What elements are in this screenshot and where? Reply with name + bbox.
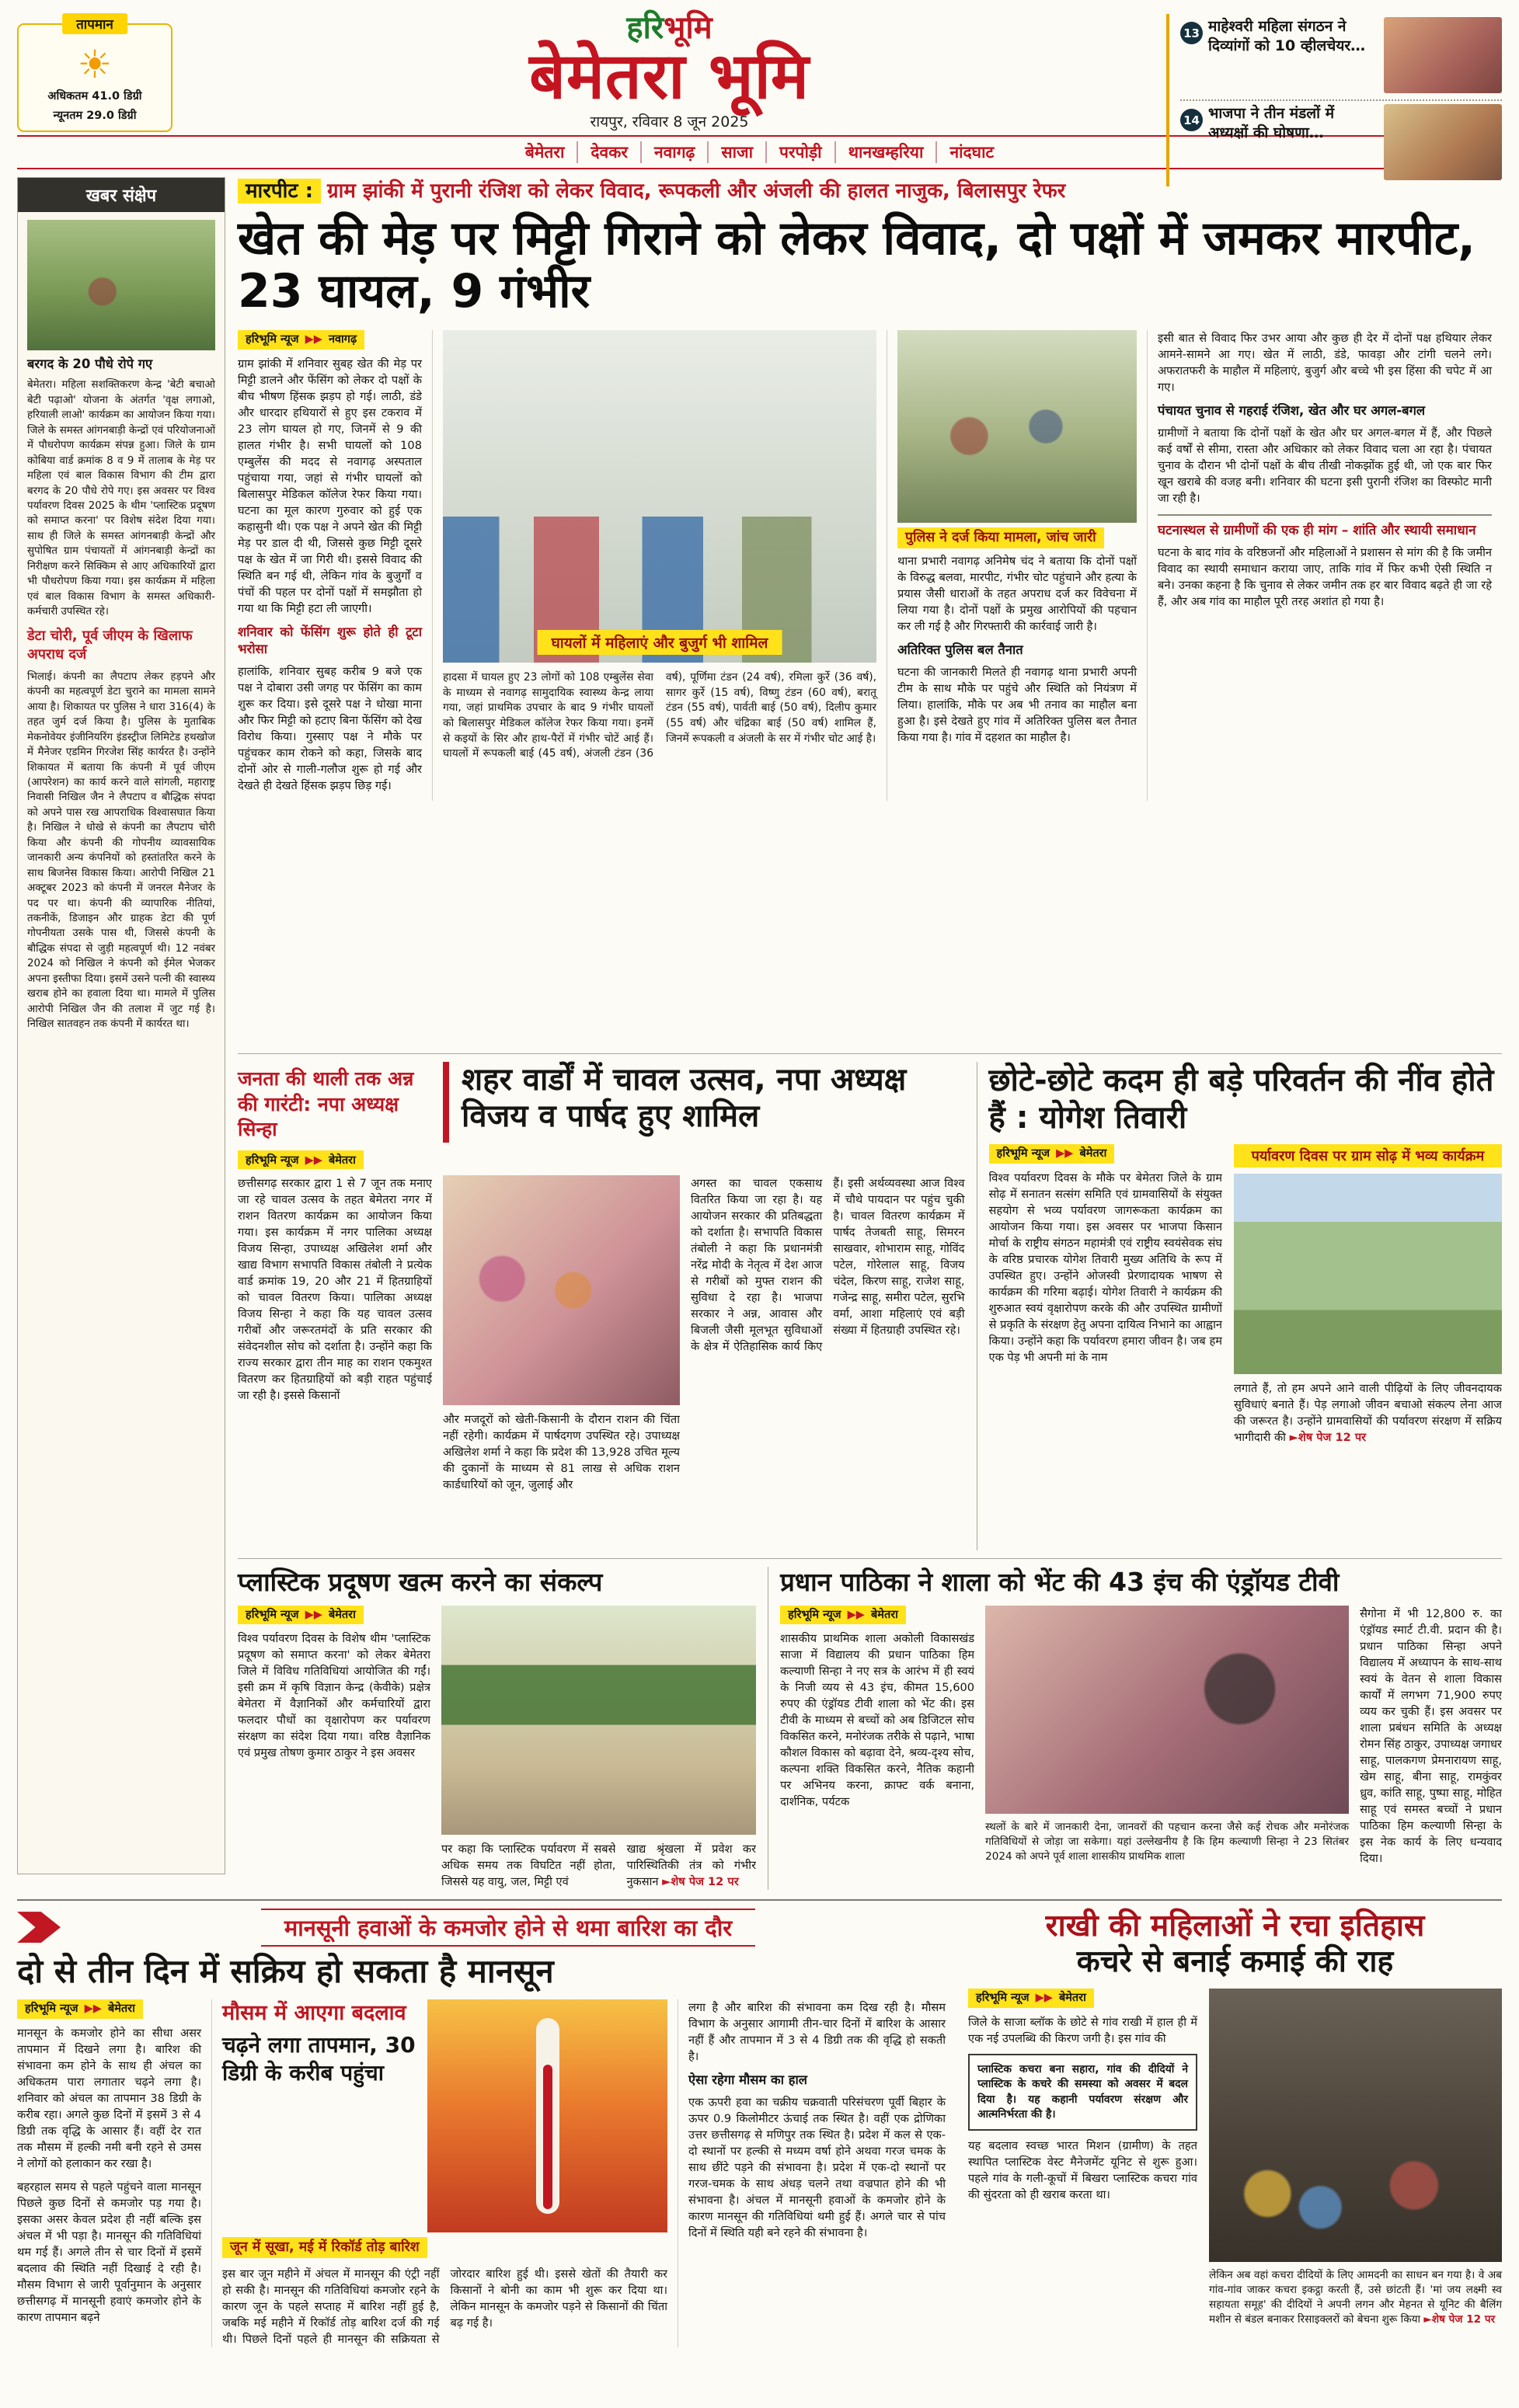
lead-photo-column [432,330,887,800]
brand-left: हरि [626,10,664,46]
byline-place: बेमेतरा [328,1154,356,1167]
lead-columns [238,330,1502,800]
rice-leadin: जनता की थाली तक अन्न की गारंटी: नपा अध्यक्ष सिन्हा [238,1067,414,1140]
byline-place: बेमेतरा [1079,1147,1107,1160]
ribbon-arrow-icon [17,1912,61,1943]
injured-list-note: हादसा में घायल हुए 23 लोगों को 108 एम्बुलेंस सेवा के माध्यम से नवागढ़ सामुदायिक स्वास्थ्य केन्द्र लाया गया, जहां प्राथमिक उपचार के बाद 9 गंभीर घायलों को बिलासपुर मेडिकल कॉलेज रेफर किया गया। इनमें से कइयों के सिर और हाथ-पैरों में गंभीर चोटें आई हैं। घायलों में रूपकली बाई (45 वर्ष), अंजली टंडन (36 वर्ष), पूर्णिमा टंडन (24 वर्ष), रमिला कुर्रे (36 वर्ष), सागर कुर्रे (15 वर्ष), विष्णु टंडन (60 वर्ष), बरातू टंडन (55 वर्ष), पार्वती बाई (50 वर्ष), दिलीप कुमार (55 वर्ष) और चंद्रिका बाई (50 वर्ष) शामिल हैं, जिनमें रूपकली व अंजली के सर में गंभीर चोट आई है। [443,671,876,760]
row-2 [238,1053,1502,1550]
brief-text: माहेश्वरी महिला संगठन ने दिव्यांगों को 10 व्हीलचेयर… [1208,18,1366,54]
weather-columns [17,1999,956,2347]
byline-place: बेमेतरा [328,1608,356,1621]
lead-kicker-text: ग्राम झांकी में पुरानी रंजिश को लेकर विवाद, रूपकली और अंजली की हालत नाजुक, बिलासपुर रेफर [326,179,1066,203]
rice-column-2: और मजदूरों को खेती-किसानी के दौरान राशन की चिंता नहीं रहेगी। कार्यक्रम में पार्षदगण उपस्थित रहे। उपाध्यक्ष अखिलेश शर्मा ने कहा कि प्रदेश की 13,928 उचित मूल्य की दुकानों के माध्यम से 81 लाख से अधिक राशन कार्डधारियों को जून, जुलाई और [443,1412,680,1491]
lead-column-1 [238,330,432,800]
police-case-photo [897,330,1137,523]
tv-columns [780,1606,1502,1867]
rakhi-highlight-box: प्लास्टिक कचरा बना सहारा, गांव की दीदियों ने प्लास्टिक के कचरे की समस्या को अवसर में बदल दिया है। यह कहानी पर्यावरण संरक्षण और आत्मनिर्भरता की है। [968,2054,1197,2131]
android-tv-story [768,1567,1502,1890]
plastic-column-3 [626,1841,756,1890]
weather-ribbon [17,1909,956,1947]
weather-box-heads [222,1999,416,2232]
plastic-photo-column [441,1606,756,1890]
body-text: एक ऊपरी हवा का चक्रीय चक्रवाती परिसंचरण पूर्वी बिहार के ऊपर 0.9 किलोमीटर ऊंचाई तक स्थित है। वहीं एक द्रोणिका उत्तर छत्तीसगढ़ से मणिपुर तक स्थित है। प्रदेश में कल से एक-दो स्थानों पर हल्की से मध्यम वर्षा होने अथवा गरज चमक के साथ छींटे पड़ने की संभावना है। प्रदेश में एक-दो स्थानों पर गरज-चमक के साथ अंधड़ चलने तथा वज्रपात होने की भी संभावना है। अंचल में मानसूनी हवाओं के कमजोर होने के कारण मानसून की गतिविधियां थमी हुई हैं। अगले चार से पांच दिनों में स्थिति यही बने रहने की संभावना है। [688,2095,946,2239]
plantation-pledge-photo [441,1606,756,1835]
brand-right: भूमि [664,10,712,46]
body-text: ग्राम झांकी में शनिवार सुबह खेत की मेड़ पर मिट्टी डालने और फेंसिंग को लेकर दो पक्षों के बीच भीषण हिंसक झड़प हो गई। लाठी, डंडे और धारदार हथियारों से हुए इस टकराव में 23 लोग घायल हो गए, जिनमें से 9 की हालत गंभीर है। सभी घायलों को 108 एम्बुलेंस की मदद से नवागढ़ अस्पताल पहुंचाया गया, जहां से गंभीर घायलों को बिलासपुर मेडिकल कॉलेज रेफर किया गया। घटना का मूल कारण गुरुवार को हुई एक कहासुनी थी। एक पक्ष ने अपने खेत की मिट्टी मेड़ पर डाल दी थी, जिससे कुछ मिट्टी दूसरे पक्ष के खेत में जा गिरी थी। इससे विवाद की स्थिति बन गई थी, लेकिन गांव के बुजुर्गों व पंचों की पहल पर दोनों पक्षों में समझौता हो गया था कि मिट्टी हटा ली जाएगी। [238,357,422,616]
dateline: रायपुर, रविवार 8 जून 2025 [590,113,749,131]
brief-number-badge: 13 [1180,22,1203,44]
weather-subhead-highlight: जून में सूखा, मई में रिकॉर्ड तोड़ बारिश [222,2237,427,2258]
sidebar-paragraph: बेमेतरा। महिला सशक्तिकरण केन्द्र 'बेटी बचाओ बेटी पढ़ाओ' योजना के अंतर्गत 'वृक्ष लगाओ, हरियाली लाओ' कार्यक्रम का आयोजन किया गया। जिले के समस्त आंगनबाड़ी केन्द्रों एवं परियोजनाओं में पौधरोपण कार्यक्रम संपन्न हुआ। जिले के ग्राम कोबिया वार्ड क्रमांक 8 व 9 में तालाब के मेड़ पर महिला एवं बाल विकास विभाग की टीम द्वारा बरगद के 20 पौधे रोपे गए। इस अवसर पर विश्व पर्यावरण दिवस 2025 के थीम 'प्लास्टिक प्रदूषण को समाप्त करना' पर विशेष संदेश दिया गया। साथ ही जिले के समस्त आंगनबाड़ी केन्द्रों और सुपोषित ग्राम पंचायतों में आंगनबाड़ी केन्द्रों का निरीक्षण करने सिक्किम से आए अधिकारियों द्वारा भी पौधरोपण किया गया। इस कार्यक्रम में महिला एवं बाल विकास विभाग के समस्त अधिकारी-कर्मचारी उपस्थित रहे। [27,379,215,618]
body-text: लेकिन अब वहां कचरा दीदियों के लिए आमदनी का साधन बन गया है। वे अब गांव-गांव जाकर कचरा इकट्ठा करती हैं, उसे छांटती हैं। 'मां जय लक्ष्मी स्व सहायता समूह' की दीदियों ने अपनी लगन और मेहनत से यूनिट की बैलिंग मशीन से बंडल बनाकर रिसाइक्लरों को बेचना शुरू किया [1209,2269,1502,2326]
rice-festival-story [238,1062,965,1550]
city-label: देवकर [578,141,642,163]
plantation-photo [27,220,215,350]
byline-place: नवागढ़ [328,333,357,346]
byline-place: बेमेतरा [107,2002,135,2015]
sidebar-photo-caption: बरगद के 20 पौधे रोपे गए [27,357,153,371]
city-label: बेमेतरा [513,141,579,163]
column-subhead: पंचायत चुनाव से गहराई रंजिश, खेत और घर अगल-बगल [1158,403,1426,419]
byline-arrows-icon: ▶▶ [1035,1992,1053,2005]
byline-arrows-icon: ▶▶ [305,1608,322,1621]
temperature-min: न्यूनतम 29.0 डिग्री [53,110,137,122]
body-text: बहरहाल समय से पहले पहुंचने वाला मानसून पिछले कुछ दिनों से कमजोर पड़ गया है। इसका असर केवल प्रदेश ही नहीं बल्कि इस अंचल में भी पड़ा है। मानसून की गतिविधियां थम गई हैं। अगले तीन से चार दिनों में इसमें बदलाव की स्थिति नहीं दिखाई दे रही है। मौसम विभाग से जारी पूर्वानुमान के अनुसार छत्तीसगढ़ में मानसूनी हवाएं कमजोर होने के कारण तापमान बढ़ने [17,2180,201,2324]
continued-on-page-link: ►शेष पेज 12 पर [1289,1431,1367,1444]
news-briefs-sidebar [17,177,225,1874]
byline-arrows-icon: ▶▶ [84,2002,102,2015]
rice-header [238,1062,965,1143]
weather-box-black-head: चढ़ने लगा तापमान, 30 डिग्री के करीब पहुंचा [222,2031,416,2086]
plastic-continuation [441,1841,756,1890]
monsoon-story [17,1909,956,2389]
city-label: नवागढ़ [642,141,709,163]
body-text: मानसून के कमजोर होने का सीधा असर तापमान में दिखने लगा है। बारिश की संभावना कम होने के साथ ही अंचल का अधिकतम पारा लगातार चढ़ने लगा है। शनिवार को अंचल का तापमान 38 डिग्री के करीब रहा। अगले कुछ दिनों में इसमें 3 से 4 डिग्री तक वृद्धि के आसार हैं। वहीं देर रात तक मौसम में हल्की नमी बनी रहने से उमस ने लोगों को हलाकान कर रखा है। [17,2026,201,2170]
top-briefs [1166,14,1502,186]
rice-distribution-photo [443,1175,680,1405]
column-subhead: ऐसा रहेगा मौसम का हाल [688,2072,807,2087]
sidebar-title: खबर संक्षेप [18,178,225,212]
brief-photo-bjp [1384,104,1502,180]
body-text: खाद्य श्रृंखला में प्रवेश कर पारिस्थितिकी तंत्र को गंभीर नुकसान [626,1842,757,1888]
plastic-column-2: पर कहा कि प्लास्टिक पर्यावरण में सबसे अधिक समय तक विघटित नहीं होता, जिससे यह वायु, जल, मिट्टी एवं [441,1842,616,1888]
byline-arrows-icon: ▶▶ [305,333,322,346]
rakhi-headline-red: राखी की महिलाओं ने रचा इतिहास [1045,1908,1425,1943]
rice-columns [238,1175,965,1493]
body-text: लगा है और बारिश की संभावना कम दिख रही है। मौसम विभाग के अनुसार आगामी तीन-चार दिनों में बारिश के आसार नहीं हैं और तापमान में 3 से 4 डिग्री तक की वृद्धि हो सकती है। [688,2000,946,2063]
temperature-max: अधिकतम 41.0 डिग्री [47,90,142,103]
city-label: नांदघाट [949,143,995,162]
brand-logo [188,10,1151,46]
plastic-headline: प्लास्टिक प्रदूषण खत्म करने का संकल्प [238,1567,603,1597]
bottom-band [17,1899,1502,2389]
byline-arrows-icon: ▶▶ [1056,1147,1074,1160]
lead-kicker-tag: मारपीट : [238,179,321,204]
waste-unit-photo [1209,1989,1502,2262]
masthead [17,10,1502,141]
byline [238,1150,364,1169]
lead-substory [1158,514,1492,610]
byline-arrows-icon: ▶▶ [305,1154,322,1167]
city-label: परपोड़ी [767,141,836,163]
continued-on-page-link: ►शेष पेज 12 पर [662,1874,739,1888]
brief-item [1180,99,1502,186]
body-text: यह बदलाव स्वच्छ भारत मिशन (ग्रामीण) के तहत स्थापित प्लास्टिक वेस्ट मैनेजमेंट यूनिट से शुरू हुआ। पहले गांव के गली-कूचों में बिखरा प्लास्टिक कचरा गांव की सुंदरता को ही खराब करता था। [968,2139,1197,2202]
city-label: थानखम्हरिया [836,141,938,163]
lead-column-3 [1147,330,1502,800]
byline-place: बेमेतरा [871,1608,898,1621]
tiwari-headline: छोटे-छोटे कदम ही बड़े परिवर्तन की नींव होते हैं : योगेश तिवारी [988,1063,1494,1136]
byline-place: बेमेतरा [1058,1992,1086,2005]
tiwari-story [977,1062,1502,1550]
body-text: हालांकि, शनिवार सुबह करीब 9 बजे एक पक्ष ने दोबारा उसी जगह पर फेंसिंग का काम शुरू कर दिया। इसे दूसरे पक्ष ने धोखा माना और फिर मिट्टी को हटाए बिना फेंसिंग को देख विरोध किया। गुस्साए पक्ष ने मौके पर पहुंचकर काम रोकने को कहा, जिसके बाद दोनों ओर से गाली-गलौज शुरू हो गई और देखते ही देखते हिंसक झड़प छिड़ गई। [238,664,422,792]
tiwari-column-2 [1234,1380,1502,1446]
body-text: जिले के साजा ब्लॉक के छोटे से गांव राखी में हाल ही में एक नई उपलब्धि की किरण जगी है। इस गांव की [968,2016,1197,2046]
substory-title: घटनास्थल से ग्रामीणों की एक ही मांग – शांति और स्थायी समाधान [1158,523,1476,539]
tiwari-column-1 [989,1144,1222,1446]
byline-arrows-icon: ▶▶ [847,1608,865,1621]
brief-number-badge: 14 [1180,109,1203,131]
sidebar-paragraph: भिलाई। कंपनी का लैपटाप लेकर हड़पने और कंपनी का महत्वपूर्ण डेटा चुराने का मामला सामने आया है। शिकायत पर पुलिस ने धारा 316(4) के तहत जुर्म दर्ज किया है। पुलिस के मुताबिक मेकनोवेयर इंजीनियरिंग इंडस्ट्रीज लिमिटेड हथखोज में मैनेजर एडमिन गिरजेश सिंह कार्यरत है। उन्होंने शिकायत में बताया कि कंपनी में पूर्व जीएम (आपरेशन) का कार्य करने वाले सांगली, महाराष्ट्र निवासी निखिल जैन ने लैपटाप व बौद्धिक संपदा को अपने पास रख आपराधिक विश्वासघात किया है। निखिल ने धोखे से कंपनी का लैपटाप चोरी किया और कंपनी की गोपनीय व्यावसायिक जानकारी अन्य कंपनियों को हस्तांतरित करने के साथ बिजनेस विकास किया। आरोपी निखिल 21 अक्टूबर 2023 को कंपनी में जनरल मैनेजर के पद पर था। कंपनी की व्यापारिक नीतियां, तकनीकें, डिजाइन और ग्राहक डेटा की पूर्ण गोपनीयता उसके पास थी, जिससे कंपनी के बौद्धिक संपदा से जुड़ी महत्वपूर्ण थी। 12 नवंबर 2024 को निखिल ने कंपनी को ईमेल भेजकर अपना इस्तीफा दिया। इसमें उसने पत्नी की स्वास्थ्य खराब होने का हवाला दिया था। मामले में पुलिस आरोपी निखिल जैन की तलाश में जुट गई है। निखिल सातवहन तक कंपनी में कार्यरत था। [27,670,215,1030]
temperature-title: तापमान [62,13,127,34]
lead-story [238,177,1502,1046]
body-text: घटना के बाद गांव के वरिष्ठजनों और महिलाओं ने प्रशासन से मांग की है कि जमीन विवाद का स्थायी समाधान कराया जाए, ताकि गांव में फिर कभी ऐसी स्थिति न बने। उनका कहना है कि चुनाव से लेकर जमीन तक हर बार विवाद बढ़ते ही जा रहे हैं, और अब गांव का माहौल पूरी तरह अशांत हो गया है। [1158,545,1492,608]
tv-donation-photo [985,1606,1349,1814]
rakhi-headline-black: कचरे से बनाई कमाई की राह [1076,1944,1394,1980]
content-grid [17,177,1502,2389]
rice-column-3: अगस्त का चावल एकसाथ वितरित किया जा रहा है। यह आयोजन सरकार की प्रतिबद्धता को दर्शाता है। सभापति विकास तंबोली ने कहा कि प्रधानमंत्री नरेंद्र मोदी के नेतृत्व में देश आज से गरीबों को मुफ्त राशन की सुविधा दे रहा है। भाजपा सरकार ने अन्न, आवास और बिजली जैसी मूलभूत सुविधाओं के क्षेत्र में ऐतिहासिक कार्य किए हैं। इसी अर्थव्यवस्था आज विश्व में चौथे पायदान पर पहुंच चुकी है। चावल वितरण कार्यक्रम में पार्षद तेजबती साहू, सिमरन साखवार, शोभाराम साहू, गोविंद पटेल, गोरेलाल साहू, विजय चंदेल, किरण साहू, राजेश साहू, गजेन्द्र साहू, समीरा पटेल, सुरभि वर्मा, आशा महिलाएं एवं बड़ी संख्या में हितग्राही उपस्थित रहे। [691,1176,965,1353]
temperature-box [17,17,172,132]
byline-agency: हरिभूमि न्यूज [246,1608,299,1621]
sun-icon: ☀ [77,42,113,87]
tv-headline: प्रधान पाठिका ने शाला को भेंट की 43 इंच की एंड्रॉयड टीवी [780,1567,1340,1597]
weather-box-red-head: मौसम में आएगा बदलाव [222,2000,406,2025]
tv-photo-caption: स्थलों के बारे में जानकारी देना, जानवरों की पहचान करना जैसे कई रोचक और मनोरंजक गतिविधियों से जोड़ा जा सकेगा। यहां उल्लेखनीय है कि हिम कल्याणी सिन्हा ने 23 सितंबर 2024 को अपने पूर्व शाला शासकीय प्राथमिक शाला [985,1820,1350,1863]
monsoon-headline: दो से तीन दिन में सक्रिय हो सकता है मानसून [17,1951,554,1990]
weather-column-3 [678,1999,956,2347]
column-subhead: शनिवार को फेंसिंग शुरू होते ही टूटा भरोसा [238,625,422,656]
byline [17,1999,143,2019]
byline-agency: हरिभूमि न्यूज [25,2002,78,2015]
byline-agency: हरिभूमि न्यूज [246,333,299,346]
column-subhead: अतिरिक्त पुलिस बल तैनात [897,642,1023,658]
body-text: ग्रामीणों ने बताया कि दोनों पक्षों के खेत और घर अगल-बगल में हैं, और पिछले कई वर्षों से सीमा, रास्ता और अधिकार को लेकर विवाद चला आ रहा है। पंचायत चुनाव के दौरान भी दोनों पक्षों के बीच तीखी नोकझोंक हुई थी, जो एक बार फिर खून खराबे की वजह बनी। शनिवार की घटना इसी पुरानी रंजिश का विस्फोट मानी जा रही है। [1158,426,1492,506]
weather-box [222,1999,667,2232]
plastic-pledge-story [238,1567,756,1890]
rakhi-photo-caption [1209,2268,1502,2327]
plastic-columns [238,1606,756,1890]
tv-column-2: सैगोना में भी 12,800 रु. का एंड्रॉयड स्मार्ट टी.वी. प्रदान की है। प्रधान पाठिका सिन्हा अपने विद्यालय में अध्यापन के साथ-साथ स्वयं के वेतन से शाला विकास कार्यों में लगभग 71,900 रुपए व्यय कर चुकी हैं। इस अवसर पर शाला प्रबंधन समिति के अध्यक्ष रोमन सिंह ठाकुर, उपाध्यक्ष जगाधर साहू, पालकगण प्रेमनारायण साहू, खेम साहू, बीना साहू, रामकुंवर ध्रुव, कांति साहू, पुष्पा साहू, मोहित साहू एवं समस्त बच्चों ने प्रधान पाठिका हिम कल्याणी सिन्हा के इस नेक कार्य के लिए धन्यवाद दिया। [1360,1606,1502,1865]
sodh-program-photo [1234,1174,1502,1374]
rakhi-story [968,1909,1502,2389]
tiwari-photo-column [1234,1144,1502,1446]
police-photo-caption: पुलिस ने दर्ज किया मामला, जांच जारी [897,527,1104,548]
tiwari-photo-kicker: पर्यावरण दिवस पर ग्राम सोढ़ में भव्य कार्यक्रम [1234,1144,1502,1167]
sidebar-body [18,212,225,1046]
sidebar-subhead: डेटा चोरी, पूर्व जीएम के खिलाफ अपराध दर्ज [27,628,193,663]
brief-photo-wheelchair [1384,17,1502,93]
thermometer-photo [427,1999,667,2232]
rakhi-column-1 [968,1989,1197,2327]
byline-agency: हरिभूमि न्यूज [996,1147,1050,1160]
byline-ag: हरिभूमि न्यूज [788,1608,841,1621]
byline-agency: हरिभूमि न्यूज [976,1992,1030,2005]
hospital-ward-photo [443,330,876,663]
weather-subbody: इस बार जून महीने में अंचल में मानसून की एंट्री नहीं हो सकी है। मानसून की गतिविधियां कमजोर रहने के कारण जून के पहले सप्ताह में बारिश नहीं हुई है, जबकि मई महीने में रिकॉर्ड तोड़ बारिश दर्ज की गई थी। पिछले दिनों पहले ही मानसून की सक्रियता से जोरदार बारिश हुई थी। इससे खेतों की तैयारी कर किसानों ने बोनी का काम भी शुरू कर दिया था। लेकिन मानसून के कमजोर पड़ने से किसानों की चिंता बढ़ गई है। [222,2267,667,2346]
byline [780,1606,906,1625]
weather-column-1 [17,1999,211,2347]
rice-photo-column [443,1175,680,1493]
brief-text: भाजपा ने तीन मंडलों में अध्यक्षों की घोषणा… [1208,105,1335,141]
rice-headline: शहर वार्डों में चावल उत्सव, नपा अध्यक्ष विजय व पार्षद हुए शामिल [443,1062,965,1143]
byline [989,1144,1115,1164]
body-text: शासकीय प्राथमिक शाला अकोली विकासखंड साजा में विद्यालय की प्रधान पाठिका हिम कल्याणी सिन्हा ने नए सत्र के आरंभ में ही स्वयं के निजी व्यय से 43 इंच, कीमत 15,600 रुपए की एंड्रॉयड टीवी शाला को भेंट की। इस टीवी के माध्यम से बच्चों को अब डिजिटल सोच विकसित करने, मनोरंजक तरीके से पढ़ाने, भाषा कौशल विकास को बढ़ावा देने, श्रव्य-दृश्य सोच, कल्पना शक्ति विकसित करने, नैतिक कहानी पर अभिनय करना, क्राफ्ट वर्क बनाना, दार्शनिक, पर्यटक [780,1632,975,1809]
row-3 [238,1558,1502,1890]
lead-headline: खेत की मेड़ पर मिट्टी गिराने को लेकर विवाद, दो पक्षों में जमकर मारपीट, 23 घायल, 9 गंभीर [238,211,1475,318]
byline [968,1989,1094,2008]
body-text: विश्व पर्यावरण दिवस के विशेष थीम 'प्लास्टिक प्रदूषण को समाप्त करना' को लेकर बेमेतरा जिले में विविध गतिविधियां आयोजित की गईं। इसी क्रम में कृषि विज्ञान केन्द्र (केवीके) प्रक्षेत्र बेमेतरा में वैज्ञानिकों और कर्मचारियों द्वारा फलदार पौधों का वृक्षारोपण कर पर्यावरण संरक्षण का संदेश दिया गया। वरिष्ठ वैज्ञानिक एवं प्रमुख तोषण कुमार ठाकुर ने इस अवसर [238,1632,430,1760]
body-text: विश्व पर्यावरण दिवस के मौके पर बेमेतरा जिले के ग्राम सोढ़ में सनातन सत्संग समिति एवं ग्रामवासियों के संयुक्त सहयोग से भव्य पर्यावरण जागरूकता कार्यक्रम का आयोजन किया गया। इस अवसर पर भाजपा किसान मोर्चा के राष्ट्रीय संगठन महामंत्री एवं राष्ट्रीय स्वयंसेवक संघ के वरिष्ठ प्रचारक योगेश तिवारी मुख्य अतिथि के रूप में उपस्थित हुए। उन्होंने ओजस्वी प्रेरणादायक भाषण से कार्यक्रम की गरिमा बढ़ाई। योगेश तिवारी ने कार्यक्रम की शुरुआत स्वयं वृक्षारोपण करके की और उपस्थित ग्रामीणों से प्रकृति के संरक्षण हेतु अपना दायित्व निभाने का आह्वान किया। उन्होंने कहा कि पर्यावरण हमारा जीवन है। जब हम एक पेड़ भी अपनी मां के नाम [988,1171,1222,1364]
body-text: थाना प्रभारी नवागढ़ अनिमेष चंद ने बताया कि दोनों पक्षों के विरुद्ध बलवा, मारपीट, गंभीर चोट पहुंचाने और हत्या के प्रयास जैसी धाराओं के तहत अपराध दर्ज कर विवेचना में लिया गया है। दोनों पक्षों के प्रमुख आरोपियों की पहचान कर ली गई है और गिरफ्तारी की कार्रवाई जारी है। [897,555,1137,634]
byline-agency: हरिभूमि न्यूज [246,1154,299,1167]
body-text: इसी बात से विवाद फिर उभर आया और कुछ ही देर में दोनों पक्ष हथियार लेकर आमने-सामने आ गए। खेत में लाठी, डंडे, फावड़ा और टांगी चलने लगे। अफरातफरी के माहौल में महिलाएं, बुजुर्ग और बच्चे भी इस हिंसा की चपेट में आ गए। [1158,332,1492,395]
city-label: साजा [709,141,767,163]
continued-on-page-link: ►शेष पेज 12 पर [1423,2313,1496,2326]
byline [238,330,364,350]
tv-column-1 [780,1606,974,1867]
plastic-column-1 [238,1606,430,1890]
body-text: घटना की जानकारी मिलते ही नवागढ़ थाना प्रभारी अपनी टीम के साथ मौके पर पहुंचे और स्थिति को नियंत्रण में लिया। हालांकि, मौके पर अब भी तनाव का माहौल बना हुआ है। इसे देखते हुए गांव में अतिरिक्त पुलिस बल तैनात किया गया है। गांव में दहशत का माहौल है। [897,665,1137,744]
rice-column-1: छत्तीसगढ़ सरकार द्वारा 1 से 7 जून तक मनाए जा रहे चावल उत्सव के तहत बेमेतरा नगर में राशन वितरण कार्यक्रम का आयोजन किया गया। इस कार्यक्रम में नगर पालिका अध्यक्ष विजय सिन्हा, उपाध्यक्ष अखिलेश शर्मा और खाद्य विभाग सभापति विकास तंबोली ने प्रत्येक वार्ड क्रमांक 19, 20 और 21 में हितग्राहियों को चावल वितरण किया। पालिका अध्यक्ष विजय सिन्हा ने कहा कि यह चावल उत्सव गरीबों और जरूरतमंदों के प्रति सरकार की संवेदनशील सोच को दर्शाता है। उन्होंने कहा कि राज्य सरकार द्वारा तीन माह का राशन एकमुश्त वितरण कर हितग्राहियों को बड़ी राहत पहुंचाई जा रही है। इससे किसानों [238,1176,432,1402]
weather-middle-column [211,1999,678,2347]
masthead-center [188,11,1151,131]
rakhi-columns [968,1989,1502,2327]
hospital-photo-caption: घायलों में महिलाएं और बुजुर्ग भी शामिल [538,630,782,655]
byline [238,1606,364,1625]
page-title: बेमेतरा भूमि [529,40,810,113]
body-text: लगाते हैं, तो हम अपने आने वाली पीढ़ियों के लिए जीवनदायक सुविधाएं बनाते हैं। पेड़ लगाओ जीवन बचाओ संकल्प लेना आज की जरूरत है। उन्होंने ग्रामवासियों की पर्यावरण संरक्षण में सक्रिय भागीदारी की [1234,1382,1502,1444]
rakhi-photo-column [1209,1989,1502,2327]
weather-ribbon-text: मानसूनी हवाओं के कमजोर होने से थमा बारिश का दौर [261,1909,755,1947]
tiwari-columns [989,1144,1502,1446]
tv-photo-column [985,1606,1349,1867]
brief-item [1180,14,1502,99]
lead-column-2 [887,330,1147,800]
